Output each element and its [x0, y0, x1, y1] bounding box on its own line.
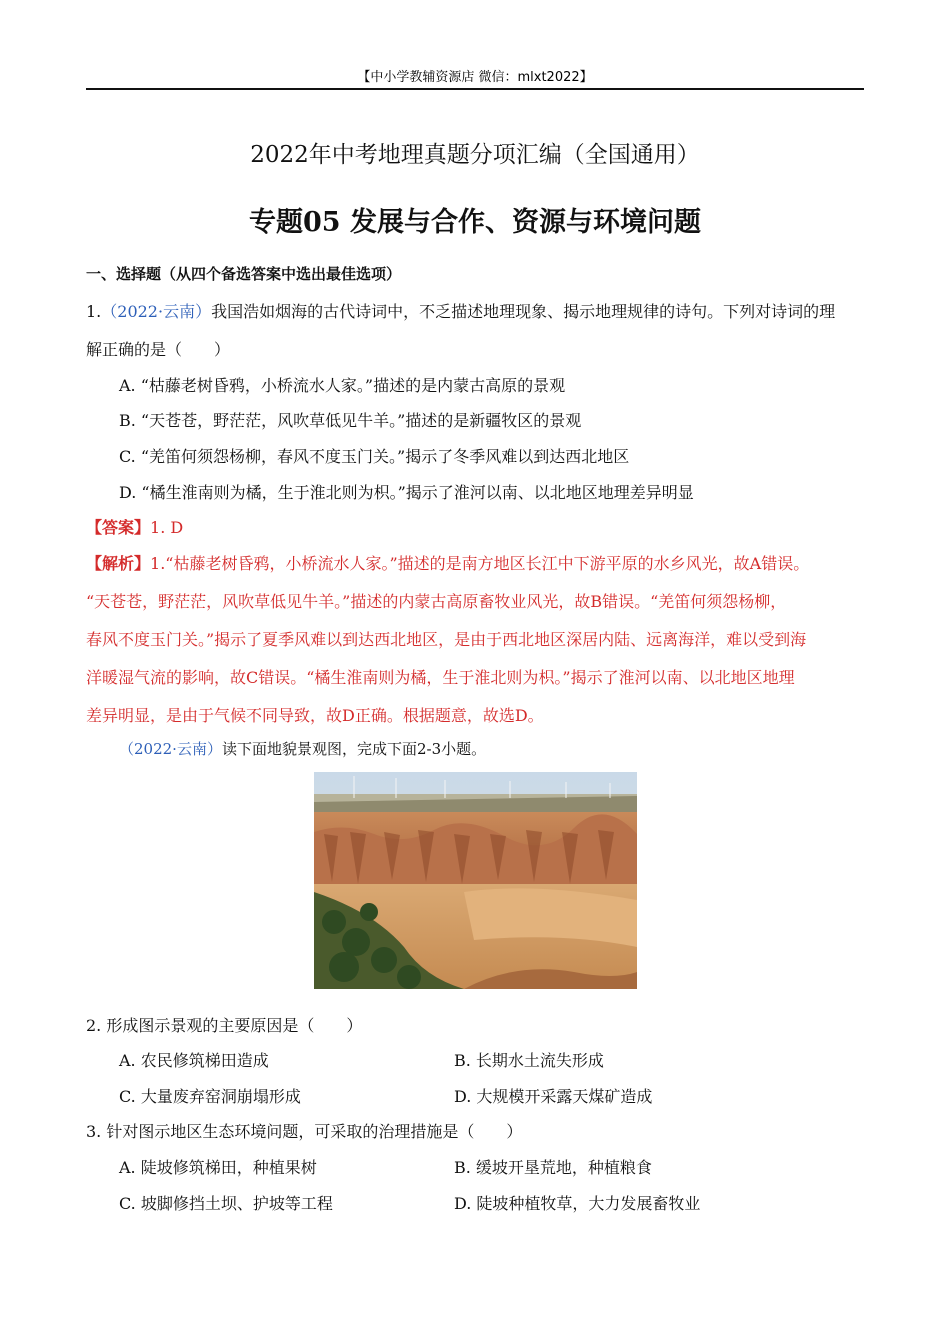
q1-option-b: B. “天苍苍，野茫茫，风吹草低见牛羊。”描述的是新疆牧区的景观	[119, 411, 582, 430]
q3-option-b: B. 缓坡开垦荒地，种植粮食	[454, 1158, 652, 1177]
q1-analysis-line3: 春风不度玉门关。”揭示了夏季风难以到达西北地区，是由于西北地区深居内陆、远离海洋，难以受到海	[86, 630, 807, 649]
q1-answer	[86, 515, 183, 538]
group-intro-text: 读下面地貌景观图，完成下面2-3小题。	[221, 740, 487, 758]
page-header: 【中小学教辅资源店 微信：mlxt2022】	[357, 70, 593, 85]
q1-source: （2022·云南）	[101, 302, 212, 321]
section-heading: 一、选择题（从四个备选答案中选出最佳选项）	[86, 265, 402, 283]
q1-number: 1.	[86, 302, 102, 321]
q3-option-d: D. 陡坡种植牧草，大力发展畜牧业	[454, 1194, 701, 1213]
q3-option-c: C. 坡脚修挡土坝、护坡等工程	[119, 1194, 333, 1213]
q1-analysis-line4: 洋暖湿气流的影响，故C错误。“橘生淮南则为橘，生于淮北则为枳。”揭示了淮河以南、以北地区地理	[86, 668, 795, 687]
q2-option-c: C. 大量废弃窑洞崩塌形成	[119, 1087, 301, 1106]
q1-stem	[86, 299, 835, 322]
topic-title: 专题05 发展与合作、资源与环境问题	[249, 207, 701, 238]
q2-option-b: B. 长期水土流失形成	[454, 1051, 604, 1070]
q1-stem-line2: 解正确的是（ ）	[86, 340, 231, 359]
q1-analysis-line1	[86, 551, 809, 574]
landform-photo	[314, 772, 637, 989]
q1-analysis-line5: 差异明显，是由于气候不同导致，故D正确。根据题意，故选D。	[86, 706, 544, 725]
q1-option-d: D. “橘生淮南则为橘，生于淮北则为枳。”揭示了淮河以南、以北地区地理差异明显	[119, 483, 694, 502]
q3-option-a: A. 陡坡修筑梯田，种植果树	[119, 1158, 317, 1177]
q1-option-c: C. “羌笛何须怨杨柳，春风不度玉门关。”揭示了冬季风难以到达西北地区	[119, 447, 630, 466]
q1-option-a: A. “枯藤老树昏鸦，小桥流水人家。”描述的是内蒙古高原的景观	[119, 376, 566, 395]
q3-stem: 3. 针对图示地区生态环境问题，可采取的治理措施是（ ）	[86, 1122, 523, 1141]
header-rule	[86, 88, 864, 90]
q1-analysis-line2: “天苍苍，野茫茫，风吹草低见牛羊。”描述的内蒙古高原畜牧业风光，故B错误。“羌笛何须怨杨柳，	[86, 592, 787, 611]
answer-label: 【答案】	[86, 518, 151, 537]
q1-stem-text: 我国浩如烟海的古代诗词中，不乏描述地理现象、揭示地理规律的诗句。下列对诗词的理	[211, 302, 836, 321]
document-title: 2022年中考地理真题分项汇编（全国通用）	[250, 142, 700, 168]
group-source: （2022·云南）	[119, 740, 222, 758]
q2-option-a: A. 农民修筑梯田造成	[119, 1051, 269, 1070]
analysis-text: 1.“枯藤老树昏鸦，小桥流水人家。”描述的是南方地区长江中下游平原的水乡风光，故A错误。	[150, 554, 810, 573]
group-intro	[119, 738, 486, 759]
answer-value: 1. D	[150, 518, 184, 537]
q2-option-d: D. 大规模开采露天煤矿造成	[454, 1087, 653, 1106]
q2-stem: 2. 形成图示景观的主要原因是（ ）	[86, 1016, 363, 1035]
analysis-label: 【解析】	[86, 554, 151, 573]
